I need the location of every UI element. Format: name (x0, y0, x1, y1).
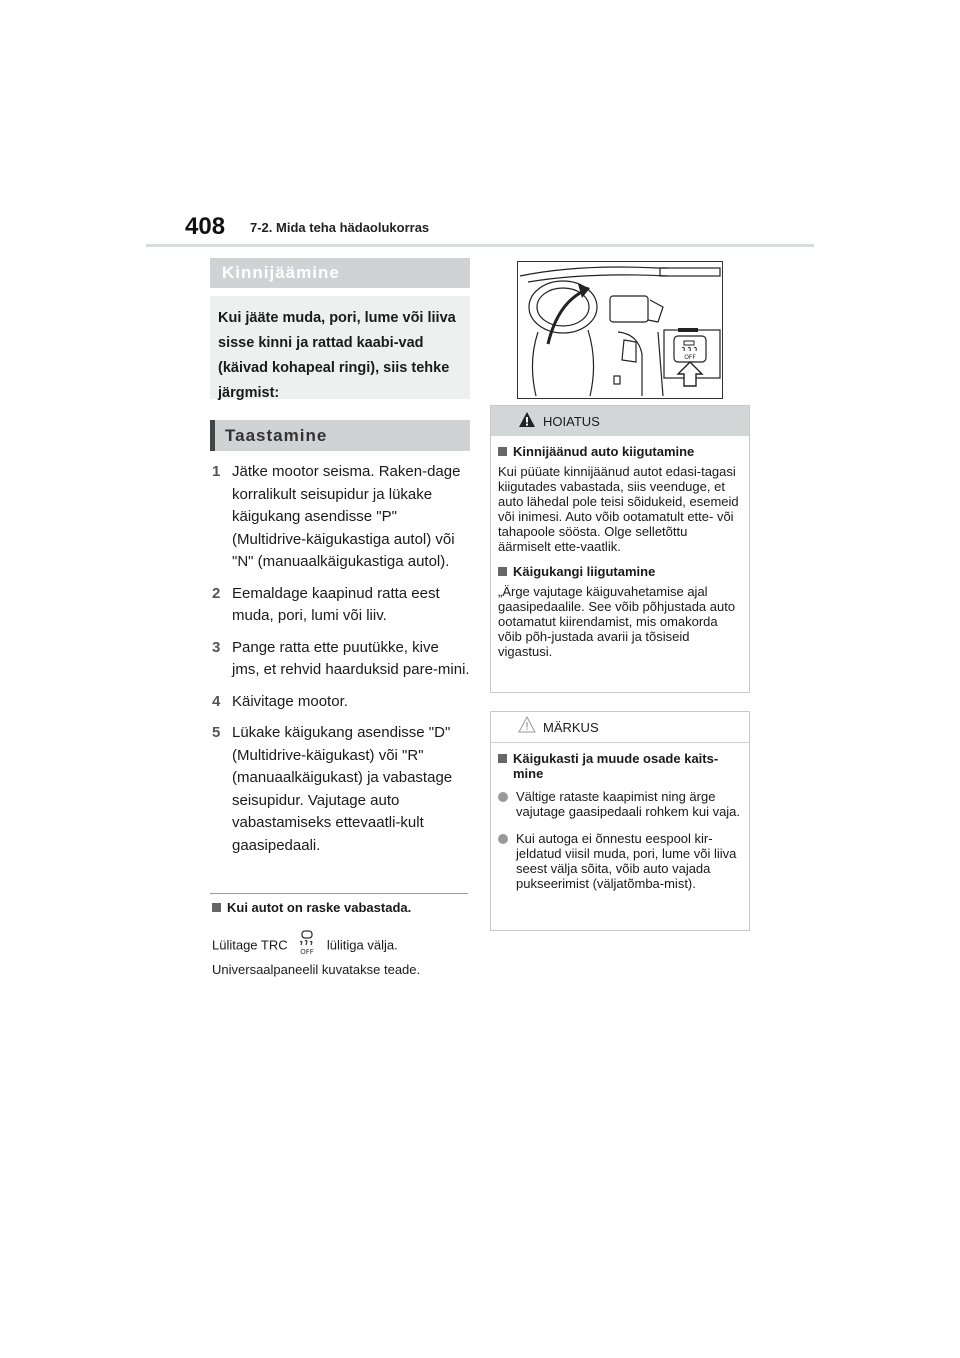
step-text: Jätke mootor seisma. Raken-dage korralikult seisupidur ja lükake käigukang asendisse "P" (Multidrive-käigukastiga autol) või "N" (manuaalkäigukastiga autol). (232, 463, 461, 570)
chapter-title: 7-2. Mida teha hädaolukorras (250, 220, 430, 235)
trc-off-icon (297, 930, 317, 962)
notice-body (491, 743, 749, 891)
step-text: Lükake käigukang asendisse "D" (Multidrive-käigukast) või "R" (manuaalkäigukast) ja vabastage seisupidur. Vajutage auto vabastamiseks ettevaatli-kult gaasipedaali. (232, 724, 453, 854)
warning-item-title (498, 564, 741, 579)
dashboard-illustration (517, 261, 723, 399)
warning-item-title-text: Käigukangi liigutamine (513, 564, 656, 579)
figure-switch-label: OFF (684, 354, 696, 361)
notice-bullet (498, 789, 741, 819)
warning-box (490, 405, 750, 693)
message-text: Universaalpaneelil kuvatakse teade. (212, 962, 421, 977)
step-item (212, 583, 470, 628)
notice-title-text: Käigukasti ja muude osade kaits-mine (513, 751, 719, 781)
step-number: 1 (212, 463, 221, 480)
trc-off-label: OFF (300, 948, 315, 956)
subsection-title (212, 900, 411, 915)
warning-item-title (498, 444, 741, 459)
notice-triangle-icon (518, 716, 536, 733)
step-text: Pange ratta ette puutükke, kive jms, et rehvid haarduksid pare-mini. (232, 638, 470, 678)
notice-box (490, 711, 750, 931)
square-bullet-icon (498, 567, 507, 576)
trc-text-before: Lülitage TRC (212, 937, 288, 953)
warning-label: HOIATUS (543, 414, 600, 429)
warning-header (491, 406, 749, 436)
subsection-title-text: Kui autot on raske vabastada. (227, 900, 412, 915)
step-number: 4 (212, 692, 221, 710)
step-item (212, 637, 470, 682)
step-item (212, 722, 470, 857)
warning-item-text: „Ärge vajutage käiguvahetamise ajal gaasipedaalile. See võib põhjustada auto ootamatut kiirendamist, mis omakorda võib põh-justada avarii ja tõsiseid vigastusi. (498, 584, 736, 659)
warning-item-text: Kui püüate kinnijäänud autot edasi-tagasi kiigutades vabastada, siis veenduge, et auto lähedal pole teisi sõidukeid, esemeid või inimesi. Auto võib ootamatult ette- või tahapoole söösta. Olge selletõttu äärmiselt ette-vaatlik. (498, 464, 739, 554)
page-number: 408 (185, 213, 226, 240)
trc-instruction (212, 930, 398, 962)
trc-text-after: lülitiga välja. (326, 937, 398, 953)
step-item (212, 461, 470, 574)
step-text: Käivitage mootor. (232, 692, 348, 710)
notice-label: MÄRKUS (543, 720, 599, 735)
intro-box (210, 296, 470, 399)
step-number: 5 (212, 724, 221, 741)
step-list (212, 461, 470, 866)
header-divider (146, 244, 814, 247)
intro-text: Kui jääte muda, pori, lume või liiva sisse kinni ja rattad kaabi-vad (käivad kohapeal ringi), siis tehke järgmist: (218, 310, 456, 401)
square-bullet-icon (498, 754, 507, 763)
warning-item-title-text: Kinnijäänud auto kiigutamine (513, 444, 695, 459)
square-bullet-icon (212, 903, 221, 912)
warning-triangle-icon (518, 411, 536, 428)
notice-header (491, 712, 749, 743)
notice-bullet (498, 831, 741, 891)
notice-bullet-text: Kui autoga ei õnnestu eespool kir-jeldatud viisil muda, pori, lume või liiva seest välja sõita, võib auto vajada pukseerimist (väljatõmba-mist). (516, 831, 737, 891)
step-text: Eemaldage kaapinud ratta eest muda, pori, lumi või liiv. (232, 584, 440, 624)
bullet-dot-icon (498, 792, 508, 802)
notice-title (498, 751, 741, 781)
warning-body (491, 436, 749, 659)
notice-bullet-text: Vältige rataste kaapimist ning ärge vajutage gaasipedaali rohkem kui vaja. (516, 789, 741, 819)
square-bullet-icon (498, 447, 507, 456)
section-heading-stuck: Kinnijäämine (210, 258, 470, 288)
subsection-divider (210, 893, 468, 894)
bullet-dot-icon (498, 834, 508, 844)
step-number: 3 (212, 638, 221, 656)
step-item (212, 691, 470, 714)
section-heading-recovery: Taastamine (210, 420, 470, 451)
step-number: 2 (212, 584, 221, 602)
